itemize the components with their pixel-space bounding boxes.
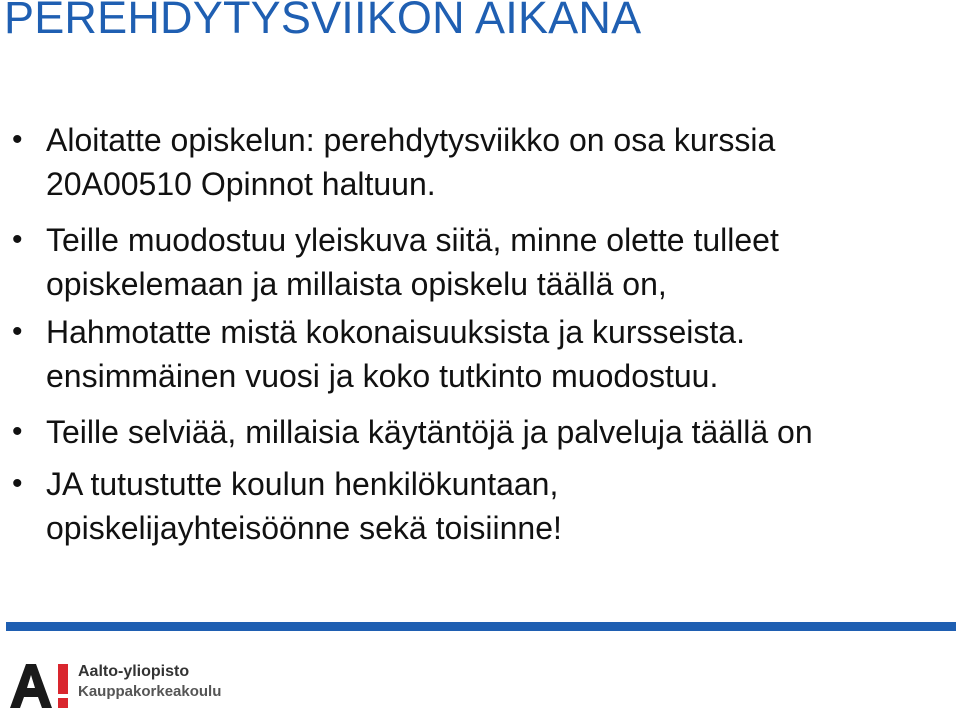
bullet-marker: •: [12, 223, 23, 256]
bullet-line: Teille muodostuu yleiskuva siitä, minne olette tulleet: [46, 222, 779, 258]
bullet-line: opiskelijayhteisöönne sekä toisiinne!: [46, 510, 562, 546]
logo-institution: Aalto-yliopisto: [78, 663, 190, 680]
bullet-line: 20A00510 Opinnot haltuun.: [46, 166, 436, 202]
bullet-text: [46, 462, 946, 550]
bullet-text: [46, 218, 946, 306]
bullet-text: [46, 310, 946, 398]
bullet-line: ensimmäinen vuosi ja koko tutkinto muodostuu.: [46, 358, 719, 394]
bullet-line: Hahmotatte mistä kokonaisuuksista ja kursseista.: [46, 314, 745, 350]
bullet-line: JA tutustutte koulun henkilökuntaan,: [46, 466, 559, 502]
slide-title: PEREHDYTYSVIIKON AIKANA: [4, 0, 642, 43]
footer-divider: [6, 622, 956, 631]
bullet-text: [46, 410, 946, 454]
bullet-marker: •: [12, 123, 23, 156]
bullet-marker: •: [12, 315, 23, 348]
bullet-marker: •: [12, 467, 23, 500]
bullet-text: [46, 118, 946, 206]
aalto-logo-mark-icon: [8, 660, 72, 710]
logo-school: Kauppakorkeakoulu: [78, 683, 222, 700]
bullet-line: opiskelemaan ja millaista opiskelu täällä on,: [46, 266, 667, 302]
bullet-line: Teille selviää, millaisia käytäntöjä ja palveluja täällä on: [46, 414, 813, 450]
logo-text: [78, 662, 298, 702]
bullet-line: Aloitatte opiskelun: perehdytysviikko on osa kurssia: [46, 122, 776, 158]
bullet-marker: •: [12, 415, 23, 448]
